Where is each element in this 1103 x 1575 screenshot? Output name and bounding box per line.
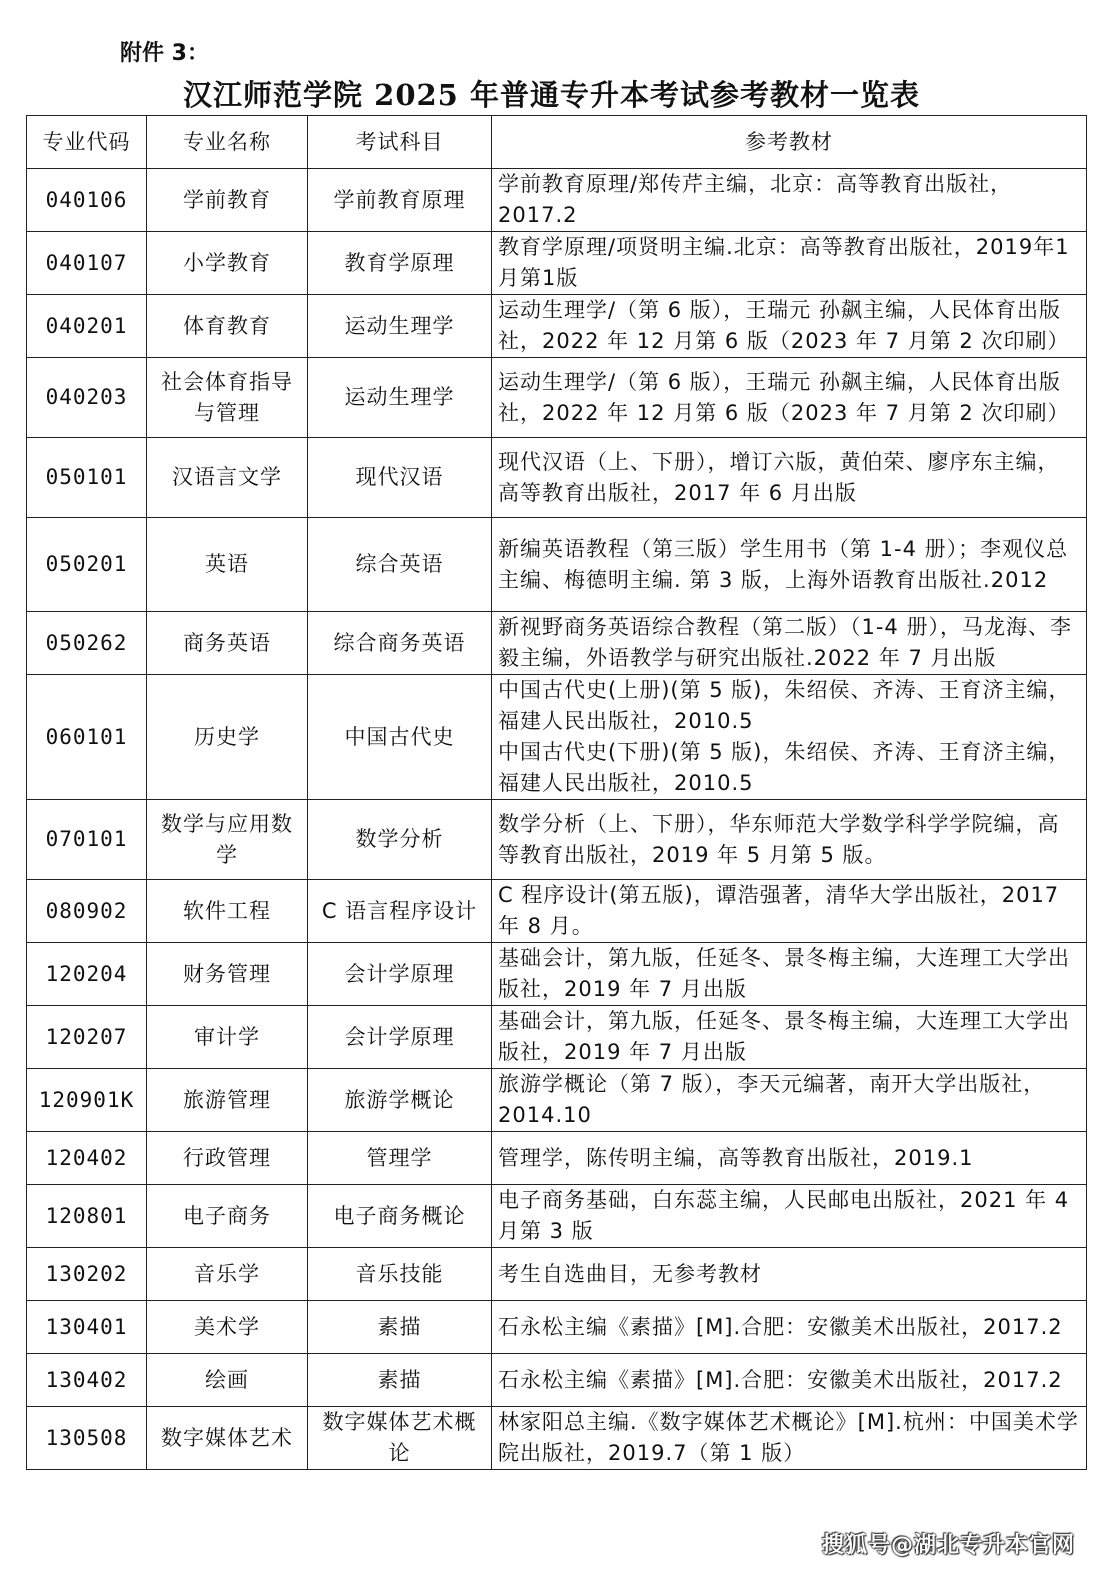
reference-material-cell: 学前教育原理/郑传芹主编，北京：高等教育出版社，2017.2 bbox=[492, 169, 1087, 232]
exam-subject-cell: 会计学原理 bbox=[308, 1006, 492, 1069]
major-code-cell: 040106 bbox=[27, 169, 147, 232]
major-name-cell: 英语 bbox=[147, 518, 308, 612]
major-name-cell: 数字媒体艺术 bbox=[147, 1407, 308, 1470]
major-name-cell: 电子商务 bbox=[147, 1185, 308, 1248]
major-name-cell: 商务英语 bbox=[147, 612, 308, 675]
major-name-cell: 音乐学 bbox=[147, 1248, 308, 1301]
table-row bbox=[27, 675, 1087, 800]
reference-material-cell: 管理学，陈传明主编，高等教育出版社，2019.1 bbox=[492, 1132, 1087, 1185]
major-name-cell: 小学教育 bbox=[147, 232, 308, 295]
table-header-row bbox=[27, 116, 1087, 169]
major-name-cell: 体育教育 bbox=[147, 295, 308, 358]
major-code-cell: 050101 bbox=[27, 438, 147, 518]
reference-materials-table bbox=[26, 115, 1087, 1470]
major-name-cell: 绘画 bbox=[147, 1354, 308, 1407]
reference-material-cell: 基础会计，第九版，任延冬、景冬梅主编，大连理工大学出版社，2019 年 7 月出版 bbox=[492, 943, 1087, 1006]
major-code-cell: 060101 bbox=[27, 675, 147, 800]
exam-subject-cell: 学前教育原理 bbox=[308, 169, 492, 232]
major-code-cell: 120801 bbox=[27, 1185, 147, 1248]
reference-material-cell: 基础会计，第九版，任延冬、景冬梅主编，大连理工大学出版社，2019 年 7 月出版 bbox=[492, 1006, 1087, 1069]
major-name-cell: 软件工程 bbox=[147, 880, 308, 943]
table-row bbox=[27, 880, 1087, 943]
exam-subject-cell: 中国古代史 bbox=[308, 675, 492, 800]
reference-material-cell: 电子商务基础，白东蕊主编，人民邮电出版社，2021 年 4 月第 3 版 bbox=[492, 1185, 1087, 1248]
exam-subject-cell: 运动生理学 bbox=[308, 295, 492, 358]
major-code-cell: 120204 bbox=[27, 943, 147, 1006]
exam-subject-cell: C 语言程序设计 bbox=[308, 880, 492, 943]
exam-subject-cell: 综合商务英语 bbox=[308, 612, 492, 675]
reference-material-cell: 考生自选曲目，无参考教材 bbox=[492, 1248, 1087, 1301]
major-name-cell: 美术学 bbox=[147, 1301, 308, 1354]
table-row bbox=[27, 612, 1087, 675]
reference-material-cell: 石永松主编《素描》[M].合肥：安徽美术出版社，2017.2 bbox=[492, 1354, 1087, 1407]
table-row bbox=[27, 1069, 1087, 1132]
table-row bbox=[27, 1407, 1087, 1470]
table-row bbox=[27, 1006, 1087, 1069]
reference-material-cell: 现代汉语（上、下册），增订六版，黄伯荣、廖序东主编，高等教育出版社，2017 年 6 月出版 bbox=[492, 438, 1087, 518]
major-code-cell: 130202 bbox=[27, 1248, 147, 1301]
major-code-cell: 040201 bbox=[27, 295, 147, 358]
exam-subject-cell: 数学分析 bbox=[308, 800, 492, 880]
table-row bbox=[27, 518, 1087, 612]
reference-material-cell: 运动生理学/（第 6 版），王瑞元 孙飙主编，人民体育出版社，2022 年 12 月第 6 版（2023 年 7 月第 2 次印刷） bbox=[492, 295, 1087, 358]
table-row bbox=[27, 232, 1087, 295]
exam-subject-cell: 素描 bbox=[308, 1354, 492, 1407]
major-code-cell: 040107 bbox=[27, 232, 147, 295]
major-name-cell: 旅游管理 bbox=[147, 1069, 308, 1132]
major-code-cell: 040203 bbox=[27, 358, 147, 438]
reference-material-cell: 新视野商务英语综合教程（第二版）（1-4 册），马龙海、李毅主编，外语教学与研究出版社.2022 年 7 月出版 bbox=[492, 612, 1087, 675]
reference-material-cell: C 程序设计(第五版)，谭浩强著，清华大学出版社，2017 年 8 月。 bbox=[492, 880, 1087, 943]
major-name-cell: 财务管理 bbox=[147, 943, 308, 1006]
table-row bbox=[27, 800, 1087, 880]
exam-subject-cell: 素描 bbox=[308, 1301, 492, 1354]
reference-material-cell: 数学分析（上、下册），华东师范大学数学科学学院编，高等教育出版社，2019 年 5 月第 5 版。 bbox=[492, 800, 1087, 880]
watermark: 搜狐号@湖北专升本官网 bbox=[821, 1533, 1075, 1558]
table-row bbox=[27, 295, 1087, 358]
reference-material-cell: 中国古代史(上册)(第 5 版)，朱绍侯、齐涛、王育济主编，福建人民出版社，2010.5 中国古代史(下册)(第 5 版)，朱绍侯、齐涛、王育济主编，福建人民出版社，2010.5 bbox=[492, 675, 1087, 800]
exam-subject-cell: 综合英语 bbox=[308, 518, 492, 612]
table-row bbox=[27, 169, 1087, 232]
major-name-cell: 审计学 bbox=[147, 1006, 308, 1069]
table-row bbox=[27, 1132, 1087, 1185]
reference-material-cell: 教育学原理/项贤明主编.北京：高等教育出版社，2019年1月第1版 bbox=[492, 232, 1087, 295]
major-code-cell: 070101 bbox=[27, 800, 147, 880]
major-code-cell: 120901K bbox=[27, 1069, 147, 1132]
table-row bbox=[27, 1301, 1087, 1354]
exam-subject-cell: 数字媒体艺术概论 bbox=[308, 1407, 492, 1470]
exam-subject-cell: 音乐技能 bbox=[308, 1248, 492, 1301]
major-code-cell: 050201 bbox=[27, 518, 147, 612]
table-row bbox=[27, 1354, 1087, 1407]
major-code-cell: 120207 bbox=[27, 1006, 147, 1069]
table-row bbox=[27, 1248, 1087, 1301]
table-row bbox=[27, 1185, 1087, 1248]
header-major-code: 专业代码 bbox=[27, 116, 147, 169]
major-name-cell: 数学与应用数学 bbox=[147, 800, 308, 880]
header-exam-subject: 考试科目 bbox=[308, 116, 492, 169]
header-major-name: 专业名称 bbox=[147, 116, 308, 169]
major-name-cell: 社会体育指导与管理 bbox=[147, 358, 308, 438]
exam-subject-cell: 现代汉语 bbox=[308, 438, 492, 518]
table-row bbox=[27, 358, 1087, 438]
exam-subject-cell: 教育学原理 bbox=[308, 232, 492, 295]
reference-material-cell: 新编英语教程（第三版）学生用书（第 1-4 册）；李观仪总主编、梅德明主编. 第 3 版，上海外语教育出版社.2012 bbox=[492, 518, 1087, 612]
table-row bbox=[27, 438, 1087, 518]
table-row bbox=[27, 943, 1087, 1006]
reference-material-cell: 运动生理学/（第 6 版），王瑞元 孙飙主编，人民体育出版社，2022 年 12 月第 6 版（2023 年 7 月第 2 次印刷） bbox=[492, 358, 1087, 438]
exam-subject-cell: 管理学 bbox=[308, 1132, 492, 1185]
major-name-cell: 汉语言文学 bbox=[147, 438, 308, 518]
exam-subject-cell: 电子商务概论 bbox=[308, 1185, 492, 1248]
major-code-cell: 120402 bbox=[27, 1132, 147, 1185]
major-code-cell: 130402 bbox=[27, 1354, 147, 1407]
header-reference-material: 参考教材 bbox=[492, 116, 1087, 169]
reference-material-cell: 林家阳总主编.《数字媒体艺术概论》[M].杭州：中国美术学院出版社，2019.7（第 1 版） bbox=[492, 1407, 1087, 1470]
reference-material-cell: 石永松主编《素描》[M].合肥：安徽美术出版社，2017.2 bbox=[492, 1301, 1087, 1354]
exam-subject-cell: 运动生理学 bbox=[308, 358, 492, 438]
exam-subject-cell: 会计学原理 bbox=[308, 943, 492, 1006]
major-name-cell: 学前教育 bbox=[147, 169, 308, 232]
major-code-cell: 080902 bbox=[27, 880, 147, 943]
major-code-cell: 050262 bbox=[27, 612, 147, 675]
major-name-cell: 行政管理 bbox=[147, 1132, 308, 1185]
attachment-label: 附件 3： bbox=[120, 41, 209, 66]
document-title: 汉江师范学院 2025 年普通专升本考试参考教材一览表 bbox=[183, 78, 920, 112]
reference-material-cell: 旅游学概论（第 7 版），李天元编著，南开大学出版社，2014.10 bbox=[492, 1069, 1087, 1132]
major-code-cell: 130401 bbox=[27, 1301, 147, 1354]
major-code-cell: 130508 bbox=[27, 1407, 147, 1470]
exam-subject-cell: 旅游学概论 bbox=[308, 1069, 492, 1132]
major-name-cell: 历史学 bbox=[147, 675, 308, 800]
